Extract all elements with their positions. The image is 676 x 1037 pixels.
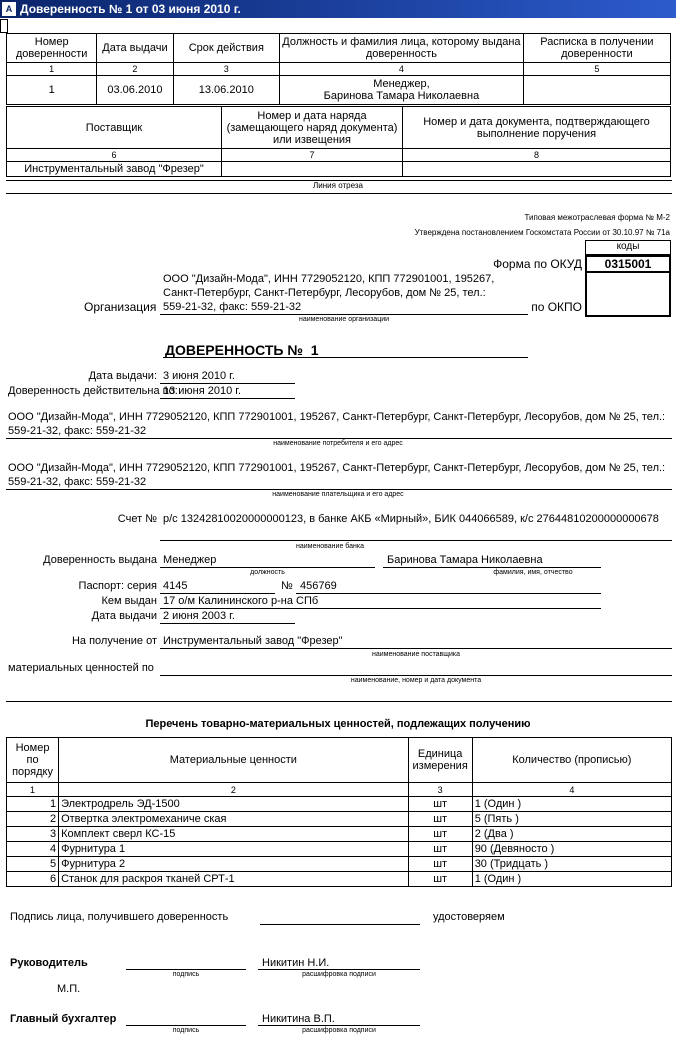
- account-underline: [160, 540, 672, 541]
- table-row: [7, 872, 672, 887]
- issued-by-label: Кем выдан: [101, 595, 157, 607]
- item-no: 1: [7, 797, 59, 812]
- num-cell: 6: [7, 149, 222, 162]
- row-position-name: [280, 76, 524, 105]
- issue-date-underline: [160, 383, 295, 384]
- payer-line2: 559-21-32, факс: 559-21-32: [8, 476, 147, 488]
- passport-date-value: 2 июня 2003 г.: [163, 610, 235, 622]
- item-no: 3: [7, 827, 59, 842]
- values-underline: [160, 675, 672, 676]
- issue-date-label: Дата выдачи:: [88, 370, 157, 382]
- passport-number-label: №: [281, 580, 293, 592]
- row-number: 1: [7, 76, 97, 105]
- approved-by: Утверждена постановлением Госкомстата России от 30.10.97 № 71а: [414, 228, 670, 237]
- account-value: р/с 13242810020000000123, в банке АКБ «Мирный», БИК 044066589, к/с 27644810200000000678: [163, 513, 659, 525]
- table-row: [7, 797, 672, 812]
- item-unit: шт: [408, 842, 472, 857]
- header-receipt: Расписка в получении доверенности: [523, 34, 670, 63]
- issued-by-value: 17 о/м Калининского р-на СПб: [163, 595, 319, 607]
- row-order: [222, 162, 403, 177]
- header-issue-date: Дата выдачи: [97, 34, 173, 63]
- receive-from-label: На получение от: [71, 635, 157, 647]
- consumer-line1: ООО "Дизайн-Мода", ИНН 7729052120, КПП 772901001, 195267, Санкт-Петербург, Санкт-Петербург, Лесорубов, дом № 25, тел.:: [8, 411, 666, 423]
- org-line3: 559-21-32, факс: 559-21-32: [163, 301, 302, 313]
- num-cell: 4: [472, 783, 671, 797]
- row-position: Менеджер,: [373, 78, 430, 90]
- item-no: 4: [7, 842, 59, 857]
- item-unit: шт: [408, 797, 472, 812]
- valid-underline: [160, 398, 295, 399]
- org-label: Организация: [84, 300, 157, 314]
- org-line2: Санкт-Петербург, Санкт-Петербург, Лесорубов, дом № 25, тел.:: [163, 287, 486, 299]
- head-name: Никитин Н.И.: [262, 957, 330, 969]
- item-unit: шт: [408, 812, 472, 827]
- okpo-label: по ОКПО: [531, 300, 582, 314]
- table-row: [7, 842, 672, 857]
- num-cell: 5: [523, 63, 670, 76]
- item-unit: шт: [408, 827, 472, 842]
- item-qty: 30 (Тридцать ): [472, 857, 671, 872]
- item-name: Электродрель ЭД-1500: [59, 797, 409, 812]
- org-line1: ООО "Дизайн-Мода", ИНН 7729052120, КПП 772901001, 195267,: [163, 273, 495, 285]
- item-name: Комплект сверл КС-15: [59, 827, 409, 842]
- issued-to-label: Доверенность выдана: [43, 554, 157, 566]
- item-no: 6: [7, 872, 59, 887]
- row-receipt: [523, 76, 670, 105]
- row-confirm-doc: [403, 162, 671, 177]
- okpo-code: [585, 271, 671, 317]
- item-no: 2: [7, 812, 59, 827]
- issued-to-position: Менеджер: [163, 554, 217, 566]
- org-underline: [160, 314, 528, 315]
- codes-header: коды: [585, 240, 671, 255]
- passport-date-label: Дата выдачи: [91, 610, 157, 622]
- item-qty: 5 (Пять ): [472, 812, 671, 827]
- header-item-name: Материальные ценности: [59, 738, 409, 783]
- doc-title: [165, 342, 319, 358]
- payer-line1: ООО "Дизайн-Мода", ИНН 7729052120, КПП 772901001, 195267, Санкт-Петербург, Санкт-Петербург, Лесорубов, дом № 25, тел.:: [8, 462, 666, 474]
- table-row: [7, 827, 672, 842]
- payer-caption: наименование плательщика и его адрес: [272, 491, 404, 498]
- passport-series: 4145: [163, 580, 188, 592]
- accountant-label: Главный бухгалтер: [10, 1013, 117, 1025]
- head-sign-caption: подпись: [172, 971, 200, 978]
- typical-form: Типовая межотраслевая форма № М-2: [524, 213, 670, 222]
- valid-label: Доверенность действительна по:: [8, 385, 178, 397]
- num-cell: 1: [7, 783, 59, 797]
- supplier-table: [6, 106, 671, 177]
- header-item-no: Номер по порядку: [7, 738, 59, 783]
- doc-title-underline: [163, 357, 528, 358]
- header-position-name: Должность и фамилия лица, которому выдана доверенность: [280, 34, 524, 63]
- passport-series-label: Паспорт: серия: [78, 580, 157, 592]
- item-name: Фурнитура 2: [59, 857, 409, 872]
- account-label: Счет №: [117, 513, 157, 525]
- window-title: Доверенность № 1 от 03 июня 2010 г.: [20, 2, 241, 16]
- num-cell: 7: [222, 149, 403, 162]
- row-issue-date: 03.06.2010: [97, 76, 173, 105]
- accountant-name: Никитина В.П.: [262, 1013, 335, 1025]
- consumer-caption: наименование потребителя и его адрес: [273, 440, 403, 447]
- num-cell: 4: [280, 63, 524, 76]
- item-name: Отвертка электромеханиче ская: [59, 812, 409, 827]
- num-cell: 1: [7, 63, 97, 76]
- stamp-place: М.П.: [57, 983, 81, 995]
- num-cell: 2: [59, 783, 409, 797]
- passport-number-underline: [296, 593, 601, 594]
- position-caption: должность: [250, 569, 285, 576]
- header-confirm-doc: Номер и дата документа, подтверждающего выполнение поручения: [403, 107, 671, 149]
- window-titlebar: [0, 0, 676, 18]
- series-underline: [160, 593, 275, 594]
- item-qty: 90 (Девяносто ): [472, 842, 671, 857]
- accountant-name-line: [258, 1025, 420, 1026]
- document-icon: A: [2, 2, 16, 16]
- accountant-decode-caption: расшифровка подписи: [302, 1027, 376, 1034]
- item-name: Фурнитура 1: [59, 842, 409, 857]
- values-label: материальных ценностей по: [8, 662, 154, 674]
- items-table: [6, 737, 672, 887]
- payer-underline: [6, 489, 672, 490]
- table-row: [7, 812, 672, 827]
- header-validity: Срок действия: [173, 34, 280, 63]
- item-qty: 1 (Один ): [472, 872, 671, 887]
- receive-from-value: Инструментальный завод "Фрезер": [163, 635, 343, 647]
- position-underline: [160, 567, 375, 568]
- issue-date-value: 3 июня 2010 г.: [163, 370, 235, 382]
- consumer-underline: [6, 438, 672, 439]
- head-name-line: [258, 969, 420, 970]
- head-label: Руководитель: [10, 957, 88, 969]
- doc-title-label: ДОВЕРЕННОСТЬ №: [165, 342, 303, 358]
- accountant-sign-line: [126, 1025, 246, 1026]
- account-caption: наименование банка: [296, 543, 364, 550]
- section-divider: [6, 701, 672, 702]
- cut-line-label: Линия отреза: [313, 181, 363, 190]
- header-supplier: Поставщик: [7, 107, 222, 149]
- name-caption: фамилия, имя, отчество: [493, 569, 573, 576]
- receive-from-underline: [160, 648, 672, 649]
- passport-number: 456769: [300, 580, 337, 592]
- valid-value: 13 июня 2010 г.: [163, 385, 242, 397]
- row-validity: 13.06.2010: [173, 76, 280, 105]
- items-title: Перечень товарно-материальных ценностей, подлежащих получению: [145, 718, 531, 730]
- item-qty: 1 (Один ): [472, 797, 671, 812]
- passport-date-underline: [160, 623, 295, 624]
- issued-to-name: Баринова Тамара Николаевна: [387, 554, 543, 566]
- name-underline: [383, 567, 601, 568]
- head-sign-line: [126, 969, 246, 970]
- doc-title-number: 1: [310, 342, 319, 358]
- holder-sign-line: [260, 924, 420, 925]
- cell-cursor[interactable]: [0, 19, 8, 33]
- item-unit: шт: [408, 857, 472, 872]
- num-cell: 3: [408, 783, 472, 797]
- header-order: Номер и дата наряда (замещающего наряд документа) или извещения: [222, 107, 403, 149]
- num-cell: 8: [403, 149, 671, 162]
- issued-by-underline: [160, 608, 601, 609]
- certify-text: удостоверяем: [433, 911, 505, 923]
- header-number: Номер доверенности: [7, 34, 97, 63]
- header-unit: Единица измерения: [408, 738, 472, 783]
- item-no: 5: [7, 857, 59, 872]
- table-row: [7, 857, 672, 872]
- consumer-line2: 559-21-32, факс: 559-21-32: [8, 425, 147, 437]
- receipt-table: [6, 33, 671, 105]
- values-caption: наименование, номер и дата документа: [350, 677, 482, 684]
- item-qty: 2 (Два ): [472, 827, 671, 842]
- num-cell: 2: [97, 63, 173, 76]
- cut-line-bottom: [6, 193, 672, 194]
- item-name: Станок для раскроя тканей СРТ-1: [59, 872, 409, 887]
- row-name: Баринова Тамара Николаевна: [323, 90, 480, 102]
- okud-label: Форма по ОКУД: [493, 257, 582, 271]
- org-caption: наименование организации: [298, 316, 390, 323]
- holder-sign-label: Подпись лица, получившего доверенность: [10, 911, 229, 923]
- item-unit: шт: [408, 872, 472, 887]
- okud-code: 0315001: [585, 255, 671, 273]
- receive-from-caption: наименование поставщика: [372, 651, 460, 658]
- row-supplier: Инструментальный завод "Фрезер": [7, 162, 222, 177]
- num-cell: 3: [173, 63, 280, 76]
- header-qty: Количество (прописью): [472, 738, 671, 783]
- head-decode-caption: расшифровка подписи: [302, 971, 376, 978]
- accountant-sign-caption: подпись: [172, 1027, 200, 1034]
